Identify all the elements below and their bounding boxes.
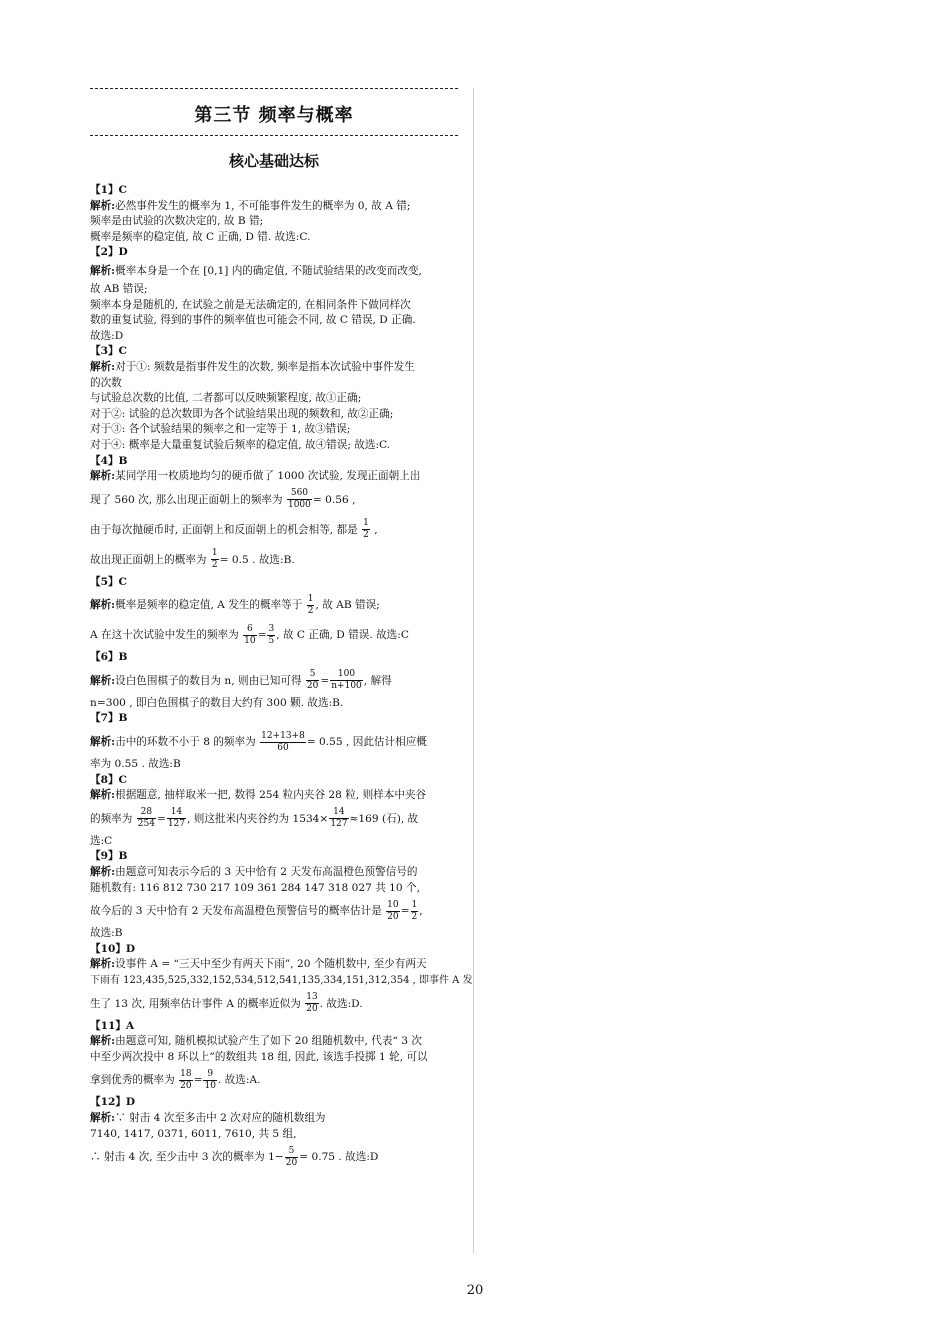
denominator: 1000 — [287, 500, 311, 511]
answer-line: 的次数 — [90, 376, 122, 389]
answer-line — [90, 957, 458, 973]
denominator: n+100 — [331, 681, 362, 692]
answer-text: , — [419, 905, 423, 918]
denominator: 60 — [277, 742, 289, 753]
answer-line: 率为 0.55 . 故选:B — [90, 758, 181, 771]
analysis-label: 解析: — [90, 1035, 116, 1048]
answer-text: = 0.75 . 故选:D — [299, 1151, 379, 1164]
fraction — [330, 669, 363, 692]
answer-line — [90, 727, 458, 757]
answer-line: 频率本身是随机的, 在试验之前是无法确定的, 在相同条件下做同样次 — [90, 298, 411, 311]
denominator: 2 — [211, 560, 218, 571]
analysis-label: 解析: — [90, 789, 116, 802]
answer-text: , 解得 — [363, 674, 392, 687]
fraction — [411, 900, 419, 923]
numerator: 14 — [167, 807, 186, 819]
answer-line: 概率是频率的稳定值, 故 C 正确, D 错. 故选:C. — [90, 230, 311, 243]
numerator: 12+13+8 — [261, 730, 305, 741]
answer-text: 由于每次抛硬币时, 正面朝上和反面朝上的机会相等, 都是 — [90, 523, 358, 536]
question-label: 【5】C — [90, 575, 127, 588]
answer-text: ∵ 射击 4 次至多击中 2 次对应的随机数组为 — [115, 1111, 326, 1124]
numerator: 28 — [137, 807, 156, 819]
analysis-label: 解析: — [90, 470, 116, 483]
question-label: 【7】B — [90, 712, 128, 725]
answer-line: 对于③: 各个试验结果的频率之和一定等于 1, 故③错误; — [90, 423, 351, 436]
answer-text: 概率本身是一个在 [0,1] 内的确定值, 不随试验结果的改变而改变, — [115, 264, 422, 277]
analysis-label: 解析: — [90, 866, 116, 879]
fraction — [287, 488, 312, 511]
numerator: 100 — [330, 669, 363, 681]
numerator: 560 — [287, 488, 312, 500]
denominator: 20 — [285, 1157, 298, 1168]
fraction — [137, 807, 156, 830]
fraction — [203, 1069, 216, 1092]
question-label: 【11】A — [90, 1019, 135, 1032]
fraction — [362, 518, 370, 541]
analysis-label: 解析: — [90, 360, 116, 373]
answer-line: 中至少两次投中 8 环以上”的数组共 18 组, 因此, 该选手投掷 1 轮, 可以 — [90, 1050, 428, 1063]
question-label: 【1】C — [90, 184, 127, 196]
answer-line: 随机数有: 116 812 730 217 109 361 284 147 318 027 共 10 个, — [90, 881, 420, 894]
denominator: 2 — [411, 911, 418, 922]
answer-text: 生了 13 次, 用频率估计事件 A 的概率近似为 — [90, 997, 301, 1010]
numerator: 1 — [211, 548, 218, 559]
fraction — [305, 992, 318, 1015]
answer-line — [90, 1111, 458, 1127]
column-divider — [473, 88, 474, 1253]
denominator: 10 — [244, 635, 256, 646]
question-label: 【9】B — [90, 850, 128, 863]
answer-line — [90, 1142, 458, 1172]
answer-text: 设事件 A = “三天中至少有两天下雨”, 20 个随机数中, 至少有两天 — [115, 958, 427, 971]
numerator: 5 — [285, 1146, 298, 1158]
answer-line: 7140, 1417, 0371, 6011, 7610, 共 5 组, — [90, 1127, 297, 1140]
analysis-label: 解析: — [90, 599, 116, 612]
equals-sign: = — [320, 674, 330, 687]
answer-text: = 0.5 . 故选:B. — [219, 553, 295, 566]
page-number: 20 — [466, 1283, 484, 1298]
fraction — [179, 1069, 192, 1092]
analysis-label: 解析: — [90, 736, 116, 749]
answer-text: 的频率为 — [90, 812, 133, 825]
fraction — [329, 807, 348, 830]
analysis-label: 解析: — [90, 199, 116, 212]
answer-text: 对于①: 频数是指事件发生的次数, 频率是指本次试验中事件发生 — [115, 360, 415, 373]
answer-line: 数的重复试验, 得到的事件的频率值也可能会不同, 故 C 错误, D 正确. — [90, 314, 416, 327]
fraction — [285, 1146, 298, 1169]
fraction — [267, 624, 275, 647]
answer-text: . 故选:A. — [217, 1074, 261, 1087]
answer-text: , — [374, 523, 378, 536]
denominator: 127 — [167, 819, 186, 830]
answer-text: 故出现正面朝上的概率为 — [90, 553, 207, 566]
title-dashed-rule — [90, 135, 458, 136]
analysis-label: 解析: — [90, 958, 116, 971]
answer-line — [90, 199, 458, 215]
fraction — [243, 624, 256, 647]
answer-text: ≈169 (石), 故 — [349, 812, 419, 825]
fraction — [211, 548, 219, 571]
answer-line: 故选:B — [90, 927, 123, 940]
answer-line: 与试验总次数的比值, 二者都可以反映频繁程度, 故①正确; — [90, 392, 362, 405]
denominator: 2 — [307, 605, 314, 616]
fraction — [260, 731, 306, 754]
fraction — [306, 669, 319, 692]
analysis-label: 解析: — [90, 264, 116, 277]
answer-line — [90, 515, 458, 545]
fraction — [307, 594, 315, 617]
question-label: 【4】B — [90, 454, 128, 467]
numerator: 13 — [306, 992, 318, 1003]
numerator: 18 — [180, 1068, 192, 1079]
answer-text: 设白色围棋子的数目为 n, 则由已知可得 — [115, 674, 302, 687]
fraction — [386, 900, 399, 923]
answer-line — [90, 620, 458, 650]
numerator: 6 — [243, 624, 256, 636]
denominator: 5 — [268, 635, 275, 646]
question-label: 【2】D — [90, 246, 128, 259]
answer-line: 选:C — [90, 834, 113, 847]
section-title: 第三节 频率与概率 — [194, 105, 354, 126]
question-label: 【12】D — [90, 1096, 136, 1109]
answer-text: ∴ 射击 4 次, 至少击中 3 次的概率为 1− — [90, 1151, 284, 1164]
answer-line — [90, 261, 458, 282]
denominator: 20 — [387, 911, 399, 922]
answer-line — [90, 788, 458, 804]
equals-sign: = — [156, 812, 166, 825]
answer-text: 根据题意, 抽样取米一把, 数得 254 粒内夹谷 28 粒, 则样本中夹谷 — [115, 789, 427, 802]
answer-line — [90, 1065, 458, 1095]
answer-line — [90, 360, 458, 376]
denominator: 127 — [330, 819, 348, 830]
equals-sign: = — [400, 905, 410, 918]
answer-text: , 故 AB 错误; — [315, 599, 380, 612]
numerator: 1 — [307, 593, 314, 604]
answer-text: 某同学用一枚质地均匀的硬币做了 1000 次试验, 发现正面朝上出 — [115, 470, 421, 483]
denominator: 20 — [306, 1004, 318, 1015]
answer-line — [90, 545, 458, 575]
numerator: 1 — [411, 899, 418, 910]
question-label: 【8】C — [90, 773, 127, 786]
answer-line: 故选:D — [90, 329, 124, 342]
answer-text: 击中的环数不小于 8 的频率为 — [115, 736, 256, 749]
answer-text: = 0.55 , 因此估计相应概 — [306, 736, 427, 749]
question-label: 【10】D — [90, 942, 136, 955]
answer-line — [90, 804, 458, 834]
answer-text: 必然事件发生的概率为 1, 不可能事件发生的概率为 0, 故 A 错; — [115, 199, 411, 212]
answer-text: , 故 C 正确, D 错误. 故选:C — [276, 629, 409, 642]
question-label: 【6】B — [90, 651, 128, 664]
numerator: 14 — [329, 807, 348, 819]
answer-line — [90, 469, 458, 485]
denominator: 10 — [204, 1080, 216, 1091]
equals-sign: = — [257, 629, 267, 642]
fraction — [167, 807, 186, 830]
answer-line: 对于④: 概率是大量重复试验后频率的稳定值, 故④错误; 故选:C. — [90, 438, 391, 451]
numerator: 5 — [306, 669, 319, 681]
answer-text: 故今后的 3 天中恰有 2 天发布高温橙色预警信号的概率估计是 — [90, 905, 382, 918]
denominator: 20 — [180, 1080, 192, 1091]
numerator: 9 — [203, 1069, 216, 1081]
answer-text: 由题意可知表示今后的 3 天中恰有 2 天发布高温橙色预警信号的 — [115, 866, 418, 879]
denominator: 2 — [363, 530, 369, 541]
answer-column — [90, 88, 473, 1172]
answer-text: 拿到优秀的概率为 — [90, 1074, 175, 1087]
denominator: 20 — [306, 681, 319, 692]
answer-line — [90, 590, 458, 620]
numerator: 3 — [268, 623, 275, 634]
denominator: 254 — [137, 819, 155, 830]
answer-line — [90, 1034, 458, 1050]
answer-line — [90, 485, 458, 515]
section-subtitle: 核心基础达标 — [228, 152, 319, 170]
equals-sign: = — [193, 1074, 203, 1087]
answer-line: n=300 , 即白色围棋子的数目大约有 300 颗. 故选:B. — [90, 696, 344, 709]
analysis-label: 解析: — [90, 674, 116, 687]
numerator: 10 — [387, 899, 399, 910]
answer-text: . 故选:D. — [319, 997, 363, 1010]
answer-text: , 则这批米内夹谷约为 1534× — [187, 812, 329, 825]
answer-line — [90, 865, 458, 881]
answer-line: 对于②: 试验的总次数即为各个试验结果出现的频数和, 故②正确; — [90, 407, 394, 420]
answer-line: 故 AB 错误; — [90, 282, 148, 295]
numerator: 1 — [363, 518, 369, 529]
answer-line: 频率是由试验的次数决定的, 故 B 错; — [90, 215, 264, 228]
answer-line: 下雨有 123,435,525,332,152,534,512,541,135,334,151,312,354 , 即事件 A 发 — [90, 975, 473, 986]
answer-text: 概率是频率的稳定值, A 发生的概率等于 — [115, 599, 303, 612]
question-label: 【3】C — [90, 345, 127, 358]
analysis-label: 解析: — [90, 1111, 116, 1124]
answer-line — [90, 896, 458, 926]
answer-text: 现了 560 次, 那么出现正面朝上的频率为 — [90, 493, 283, 506]
answer-line — [90, 666, 458, 696]
answer-text: = 0.56 , — [312, 493, 356, 506]
answer-line — [90, 989, 458, 1019]
answer-text: 由题意可知, 随机模拟试验产生了如下 20 组随机数中, 代表“ 3 次 — [115, 1035, 422, 1048]
answer-text: A 在这十次试验中发生的频率为 — [90, 629, 239, 642]
